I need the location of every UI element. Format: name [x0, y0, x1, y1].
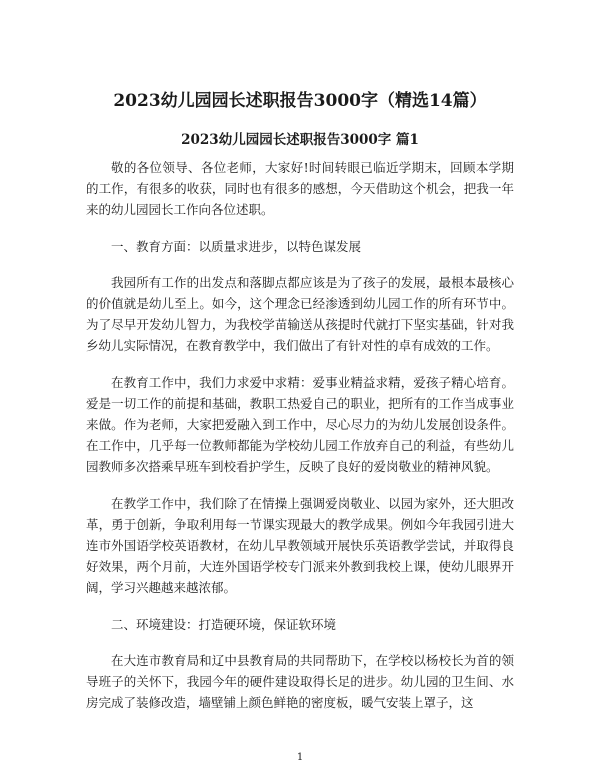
paragraph: 在教学工作中，我们除了在情操上强调爱岗敬业、以园为家外，还大胆改革，勇于创新，争取利用每一节课实现最大的教学成果。例如今年我园引进大连市外国语学校英语教材，在幼儿早教领域开展快乐英语教学尝试，并取得良好效果，两个月前，大连外国语学校专门派来外教到我校上课，使幼儿眼界开阔，学习兴趣越来越浓郁。 — [86, 496, 514, 595]
section-title: 2023幼儿园园长述职报告3000字 篇1 — [181, 132, 419, 148]
document-body — [86, 157, 514, 729]
document-title: 2023幼儿园园长述职报告3000字（精选14篇） — [113, 91, 487, 111]
section-heading: 二、环境建设：打造硬环境，保证软环境 — [111, 617, 337, 632]
page-number: 1 — [296, 752, 304, 763]
paragraph: 在教育工作中，我们力求爱中求精：爱事业精益求精，爱孩子精心培育。爱是一切工作的前提和基础，教职工热爱自己的职业，把所有的工作当成事业来做。作为老师，大家把爱融入到工作中，尽心尽力的为幼儿发展创设条件。在工作中，几乎每一位教师都能为学校幼儿园工作放弃自己的利益，有些幼儿园教师多次搭乘早班车到校看护学生，反映了良好的爱岗敬业的精神风貌。 — [86, 375, 514, 474]
paragraph: 敬的各位领导、各位老师，大家好!时间转眼已临近学期末，回顾本学期的工作，有很多的收获，同时也有很多的感想，今天借助这个机会，把我一年来的幼儿园园长工作向各位述职。 — [86, 160, 514, 217]
section-heading: 一、教育方面：以质量求进步，以特色谋发展 — [111, 239, 362, 254]
paragraph: 在大连市教育局和辽中县教育局的共同帮助下，在学校以杨校长为首的领导班子的关怀下，我园今年的硬件建设取得长足的进步。幼儿园的卫生间、水房完成了装修改造，墙壁铺上颜色鲜艳的密度板，暖气安装上罩子，这 — [86, 653, 514, 710]
paragraph: 我园所有工作的出发点和落脚点都应该是为了孩子的发展，最根本最核心的价值就是幼儿至上。如今，这个理念已经渗透到幼儿园工作的所有环节中。为了尽早开发幼儿智力，为我校学苗输送从孩提时代就打下坚实基础，针对我乡幼儿实际情况，在教育教学中，我们做出了有针对性的卓有成效的工作。 — [86, 275, 514, 353]
